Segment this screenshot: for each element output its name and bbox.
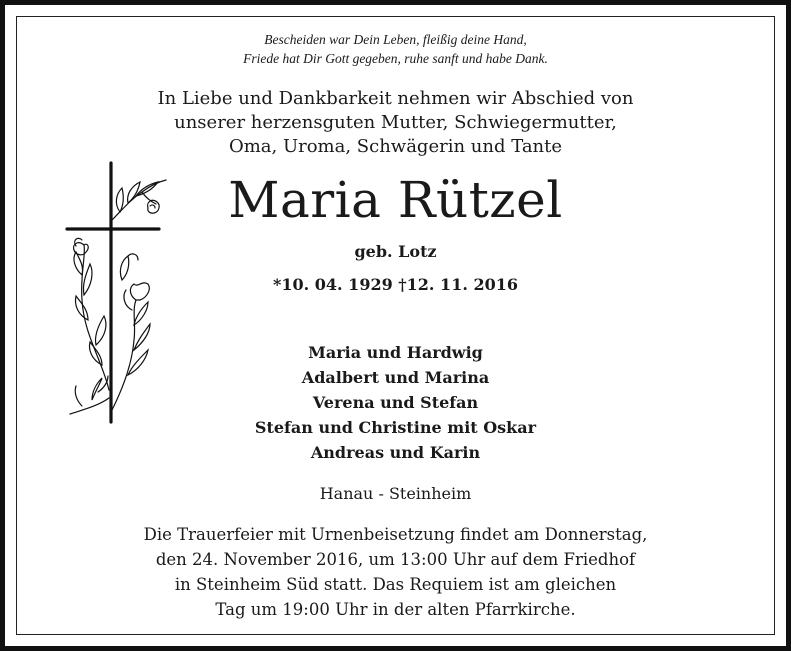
funeral-notice <box>0 522 791 622</box>
intro-line: In Liebe und Dankbarkeit nehmen wir Abschied von <box>157 88 634 109</box>
notice-line: in Steinheim Süd statt. Das Requiem ist am gleichen <box>174 575 617 594</box>
mourner-entry: Verena und Stefan <box>312 393 479 412</box>
mourner-entry: Adalbert und Marina <box>301 368 490 387</box>
intro-line: Oma, Uroma, Schwägerin und Tante <box>228 136 563 157</box>
intro-text <box>0 87 791 159</box>
maiden-name: geb. Lotz <box>354 242 437 261</box>
notice-line: Tag um 19:00 Uhr in der alten Pfarrkirche. <box>215 600 576 619</box>
place-line: Hanau - Steinheim <box>319 484 472 503</box>
notice-line: den 24. November 2016, um 13:00 Uhr auf dem Friedhof <box>155 550 636 569</box>
mourner-entry: Maria und Hardwig <box>308 343 483 362</box>
mourner-entry: Andreas und Karin <box>310 443 481 462</box>
notice-line: Die Trauerfeier mit Urnenbeisetzung findet am Donnerstag, <box>143 525 648 544</box>
motto-verse <box>0 30 791 68</box>
mourner-entry: Stefan und Christine mit Oskar <box>254 418 537 437</box>
deceased-name: Maria Rützel <box>228 171 563 229</box>
motto-line: Friede hat Dir Gott gegeben, ruhe sanft und habe Dank. <box>243 51 548 66</box>
motto-line: Bescheiden war Dein Leben, fleißig deine Hand, <box>264 32 527 47</box>
life-dates: *10. 04. 1929 †12. 11. 2016 <box>273 275 518 294</box>
intro-line: unserer herzensguten Mutter, Schwiegermutter, <box>174 112 617 133</box>
mourners-list <box>0 340 791 465</box>
